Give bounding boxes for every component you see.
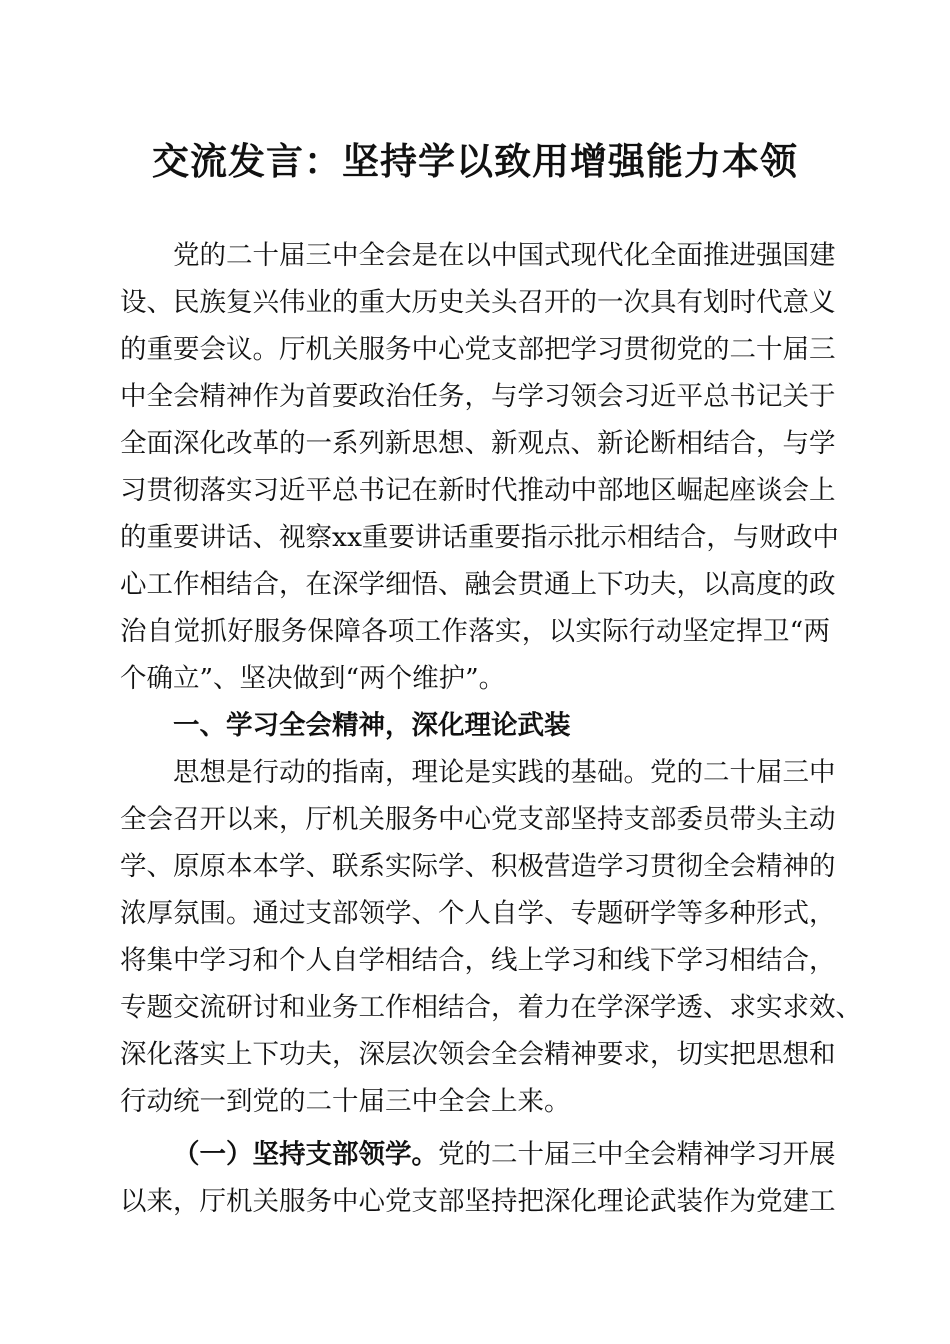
text-line: 专题交流研讨和业务工作相结合，着力在学深学透、求实求效、 [120, 992, 862, 1023]
text-line: 将集中学习和个人自学相结合，线上学习和线下学习相结合， [120, 945, 836, 976]
section-heading: 一、学习全会精神，深化理论武装 [173, 710, 571, 741]
document-body [120, 232, 862, 1225]
subsection-heading: （一）坚持支部领学。 [173, 1139, 438, 1170]
text-line: 学、原原本本学、联系实际学、积极营造学习贯彻全会精神的 [120, 851, 836, 882]
paragraph-subsection-1 [120, 1131, 836, 1225]
text-line: 全面深化改革的一系列新思想、新观点、新论断相结合，与学 [120, 428, 836, 459]
text-line: 的重要会议。厅机关服务中心党支部把学习贯彻党的二十届三 [120, 334, 836, 365]
text-line: 个确立”、坚决做到“两个维护”。 [120, 663, 506, 694]
paragraph-intro [120, 232, 839, 702]
text-line: 中全会精神作为首要政治任务，与学习领会习近平总书记关于 [120, 381, 836, 412]
paragraph-section-1 [120, 749, 862, 1125]
document-title: 交流发言：坚持学以致用增强能力本领 [152, 139, 798, 183]
text-line [120, 1131, 836, 1178]
text-line: 全会召开以来，厅机关服务中心党支部坚持支部委员带头主动 [120, 804, 836, 835]
text-line: 的重要讲话、视察xx重要讲话重要指示批示相结合，与财政中 [120, 522, 839, 553]
text-line: 党的二十届三中全会是在以中国式现代化全面推进强国建 [173, 240, 836, 271]
text-span: 党的二十届三中全会精神学习开展 [438, 1139, 836, 1170]
text-line: 设、民族复兴伟业的重大历史关头召开的一次具有划时代意义 [120, 287, 836, 318]
text-line: 行动统一到党的二十届三中全会上来。 [120, 1086, 571, 1117]
text-line: 浓厚氛围。通过支部领学、个人自学、专题研学等多种形式， [120, 898, 836, 929]
text-line: 习贯彻落实习近平总书记在新时代推动中部地区崛起座谈会上 [120, 475, 836, 506]
text-line: 治自觉抓好服务保障各项工作落实，以实际行动坚定捍卫“两 [120, 616, 830, 647]
text-line: 思想是行动的指南，理论是实践的基础。党的二十届三中 [173, 757, 836, 788]
text-line: 心工作相结合，在深学细悟、融会贯通上下功夫，以高度的政 [120, 569, 836, 600]
text-line: 深化落实上下功夫，深层次领会全会精神要求，切实把思想和 [120, 1039, 836, 1070]
text-line: 以来，厅机关服务中心党支部坚持把深化理论武装作为党建工 [120, 1186, 836, 1217]
